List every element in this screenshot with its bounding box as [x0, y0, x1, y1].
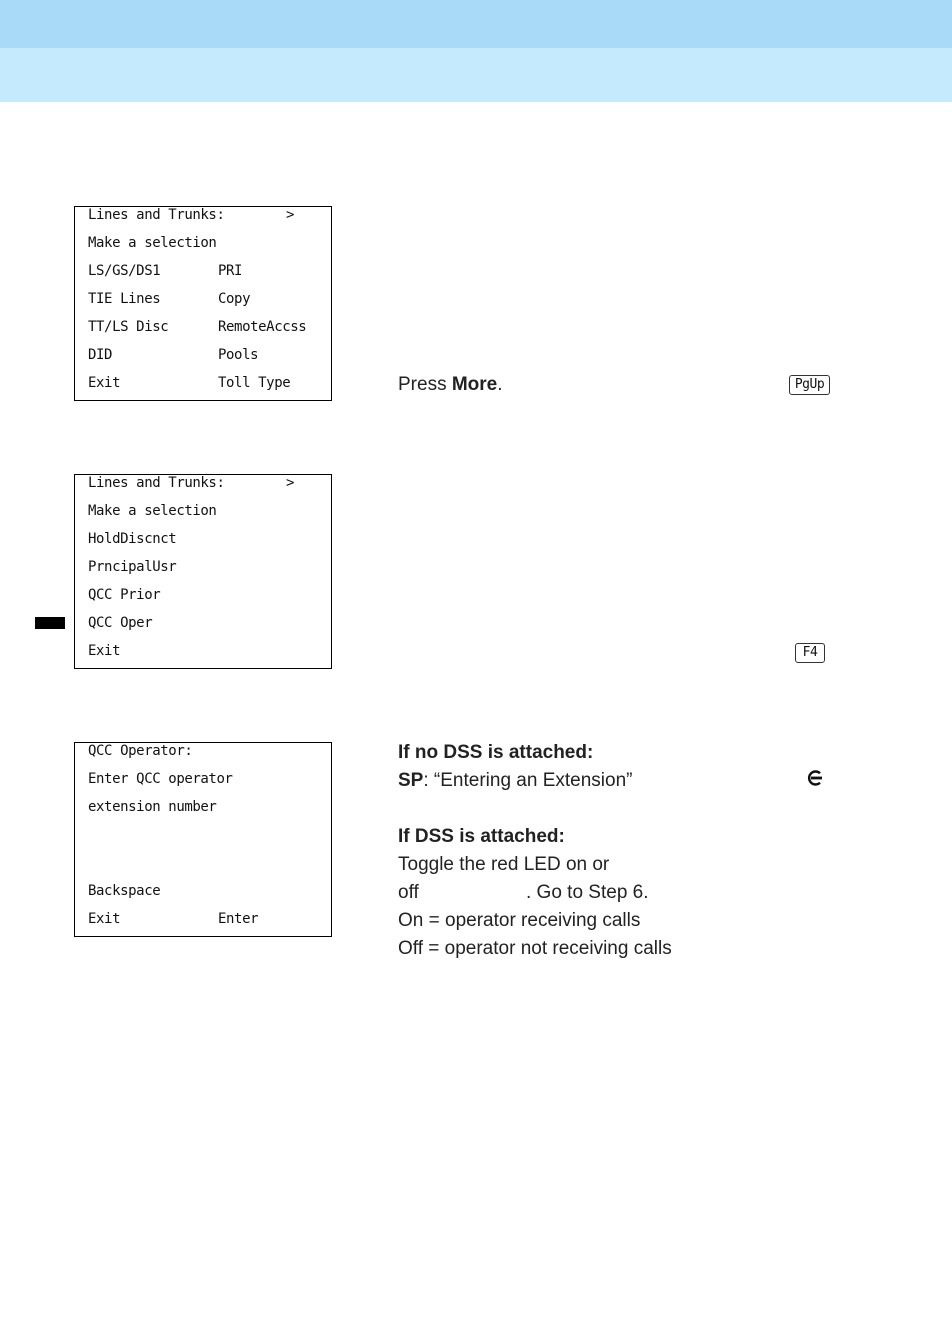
- screen-option-tt-ls-disc[interactable]: TT/LS Disc: [88, 319, 169, 335]
- screen-option-enter[interactable]: Enter: [218, 911, 259, 927]
- screen-option-did[interactable]: DID: [88, 347, 113, 363]
- display-screen-3: [74, 742, 332, 937]
- sp-text: : “Entering an Extension”: [423, 770, 633, 791]
- screen-prompt-line-2: extension number: [88, 799, 217, 815]
- header-band-top: [0, 0, 952, 48]
- toggle-goto-text: . Go to Step 6.: [526, 882, 649, 903]
- sp-reference: [398, 769, 632, 793]
- screen-title: Lines and Trunks:: [88, 207, 225, 223]
- toggle-line-1: Toggle the red LED on or: [398, 854, 610, 875]
- screen-line-left: Make a selection: [88, 503, 217, 519]
- screen-option-pri[interactable]: PRI: [218, 263, 243, 279]
- toggle-off-text: off: [398, 882, 419, 903]
- screen-option-holddiscnct[interactable]: HoldDiscnct: [88, 531, 177, 547]
- screen-line-left: Make a selection: [88, 235, 217, 251]
- screen-option-qcc-oper[interactable]: QCC Oper: [88, 615, 153, 631]
- selection-marker: [35, 617, 65, 629]
- screen-option-qcc-prior[interactable]: QCC Prior: [88, 587, 161, 603]
- dss-heading: If DSS is attached:: [398, 826, 565, 847]
- screen-option-tie-lines[interactable]: TIE Lines: [88, 291, 161, 307]
- screen-title: QCC Operator:: [88, 743, 193, 759]
- on-definition: On = operator receiving calls: [398, 910, 641, 931]
- screen-option-copy[interactable]: Copy: [218, 291, 251, 307]
- step1-press-text: Press: [398, 374, 452, 395]
- screen-option-backspace[interactable]: Backspace: [88, 883, 161, 899]
- step1-instruction: [398, 373, 503, 397]
- return-arrow-icon: [806, 769, 824, 787]
- sp-label: SP: [398, 770, 424, 791]
- display-screen-1: [74, 206, 332, 401]
- screen-option-pools[interactable]: Pools: [218, 347, 259, 363]
- screen-title: Lines and Trunks:: [88, 475, 225, 491]
- no-dss-heading: If no DSS is attached:: [398, 742, 594, 763]
- screen-option-exit[interactable]: Exit: [88, 643, 121, 659]
- screen-prompt-line-1: Enter QCC operator: [88, 771, 233, 787]
- screen-option-toll-type[interactable]: Toll Type: [218, 375, 291, 391]
- step1-period: .: [497, 374, 503, 395]
- screen-option-exit[interactable]: Exit: [88, 375, 121, 391]
- f4-key[interactable]: F4: [795, 643, 825, 663]
- screen-option-prncipalusr[interactable]: PrncipalUsr: [88, 559, 177, 575]
- off-definition: Off = operator not receiving calls: [398, 938, 672, 959]
- screen-option-remoteaccss[interactable]: RemoteAccss: [218, 319, 307, 335]
- screen-more-arrow: >: [286, 475, 295, 491]
- pgup-key[interactable]: PgUp: [789, 375, 830, 395]
- screen-option-ls-gs-ds1[interactable]: LS/GS/DS1: [88, 263, 161, 279]
- screen-more-arrow: >: [286, 207, 295, 223]
- display-screen-2: [74, 474, 332, 669]
- header-band-bottom: [0, 48, 952, 102]
- screen-option-exit[interactable]: Exit: [88, 911, 121, 927]
- step1-more-label: More: [451, 374, 498, 395]
